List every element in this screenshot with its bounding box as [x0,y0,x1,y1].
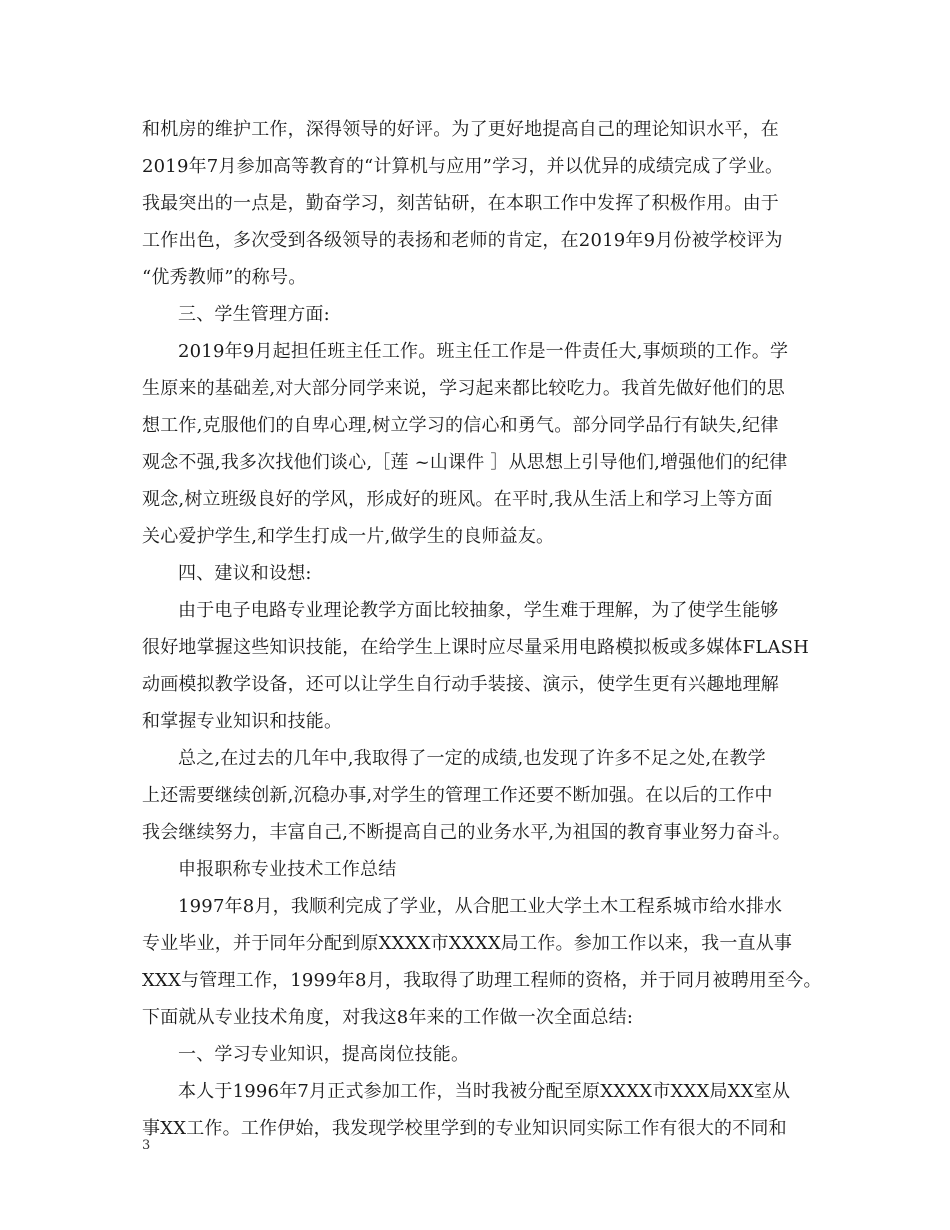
text-line: 动画模拟教学设备，还可以让学生自行动手装接、演示，使学生更有兴趣地理解 [142,674,779,695]
text-line: 事XX工作。工作伊始，我发现学校里学到的专业知识同实际工作有很大的不同和 [142,1118,787,1139]
text-line: 2019年7月参加高等教育的“计算机与应用”学习，并以优异的成绩完成了学业。 [142,156,784,177]
section-heading: 四、建议和设想: [178,563,312,584]
text-line: “优秀教师”的称号。 [142,267,307,288]
text-line: 上还需要继续创新,沉稳办事,对学生的管理工作还要不断加强。在以后的工作中 [142,785,773,806]
text-line: 很好地掌握这些知识技能，在给学生上课时应尽量采用电路模拟板或多媒体FLASH [142,637,810,658]
text-line: 观念不强,我多次找他们谈心,［莲 ~山课件 ］从思想上引导他们,增强他们的纪律 [142,452,788,473]
text-line: 我会继续努力，丰富自己,不断提高自己的业务水平,为祖国的教育事业努力奋斗。 [142,822,791,843]
text-line: 关心爱护学生,和学生打成一片,做学生的良师益友。 [142,526,555,547]
page-number: 3 [142,1138,151,1153]
text-line: 下面就从专业技术角度，对我这8年来的工作做一次全面总结: [142,1007,634,1028]
section-heading: 一、学习专业知识，提高岗位技能。 [178,1044,470,1065]
text-line: 我最突出的一点是，勤奋学习，刻苦钻研，在本职工作中发挥了积极作用。由于 [142,193,779,214]
text-line: 专业毕业，并于同年分配到原XXXX市XXXX局工作。参加工作以来，我一直从事 [142,933,793,954]
text-line: 1997年8月，我顺利完成了学业，从合肥工业大学土木工程系城市给水排水 [178,896,783,917]
text-line: 2019年9月起担任班主任工作。班主任工作是一件责任大,事烦琐的工作。学 [178,341,789,362]
text-line: 和掌握专业知识和技能。 [142,711,343,732]
text-line: 想工作,克服他们的自卑心理,树立学习的信心和勇气。部分同学品行有缺失,纪律 [142,415,779,436]
text-line: 生原来的基础差,对大部分同学来说，学习起来都比较吃力。我首先做好他们的思 [142,378,785,399]
section-heading: 三、学生管理方面: [178,304,330,325]
text-line: 本人于1996年7月正式参加工作，当时我被分配至原XXXX市XXX局XX室从 [178,1081,791,1102]
document-subtitle: 申报职称专业技术工作总结 [178,859,397,880]
text-line: XXX与管理工作，1999年8月，我取得了助理工程师的资格，并于同月被聘用至今。 [142,970,822,991]
text-line: 总之,在过去的几年中,我取得了一定的成绩,也发现了许多不足之处,在教学 [178,748,766,769]
text-line: 和机房的维护工作，深得领导的好评。为了更好地提高自己的理论知识水平，在 [142,119,779,140]
text-line: 工作出色，多次受到各级领导的表扬和老师的肯定，在2019年9月份被学校评为 [142,230,783,251]
text-line: 由于电子电路专业理论教学方面比较抽象，学生难于理解，为了使学生能够 [178,600,779,621]
text-line: 观念,树立班级良好的学风，形成好的班风。在平时,我从生活上和学习上等方面 [142,489,773,510]
